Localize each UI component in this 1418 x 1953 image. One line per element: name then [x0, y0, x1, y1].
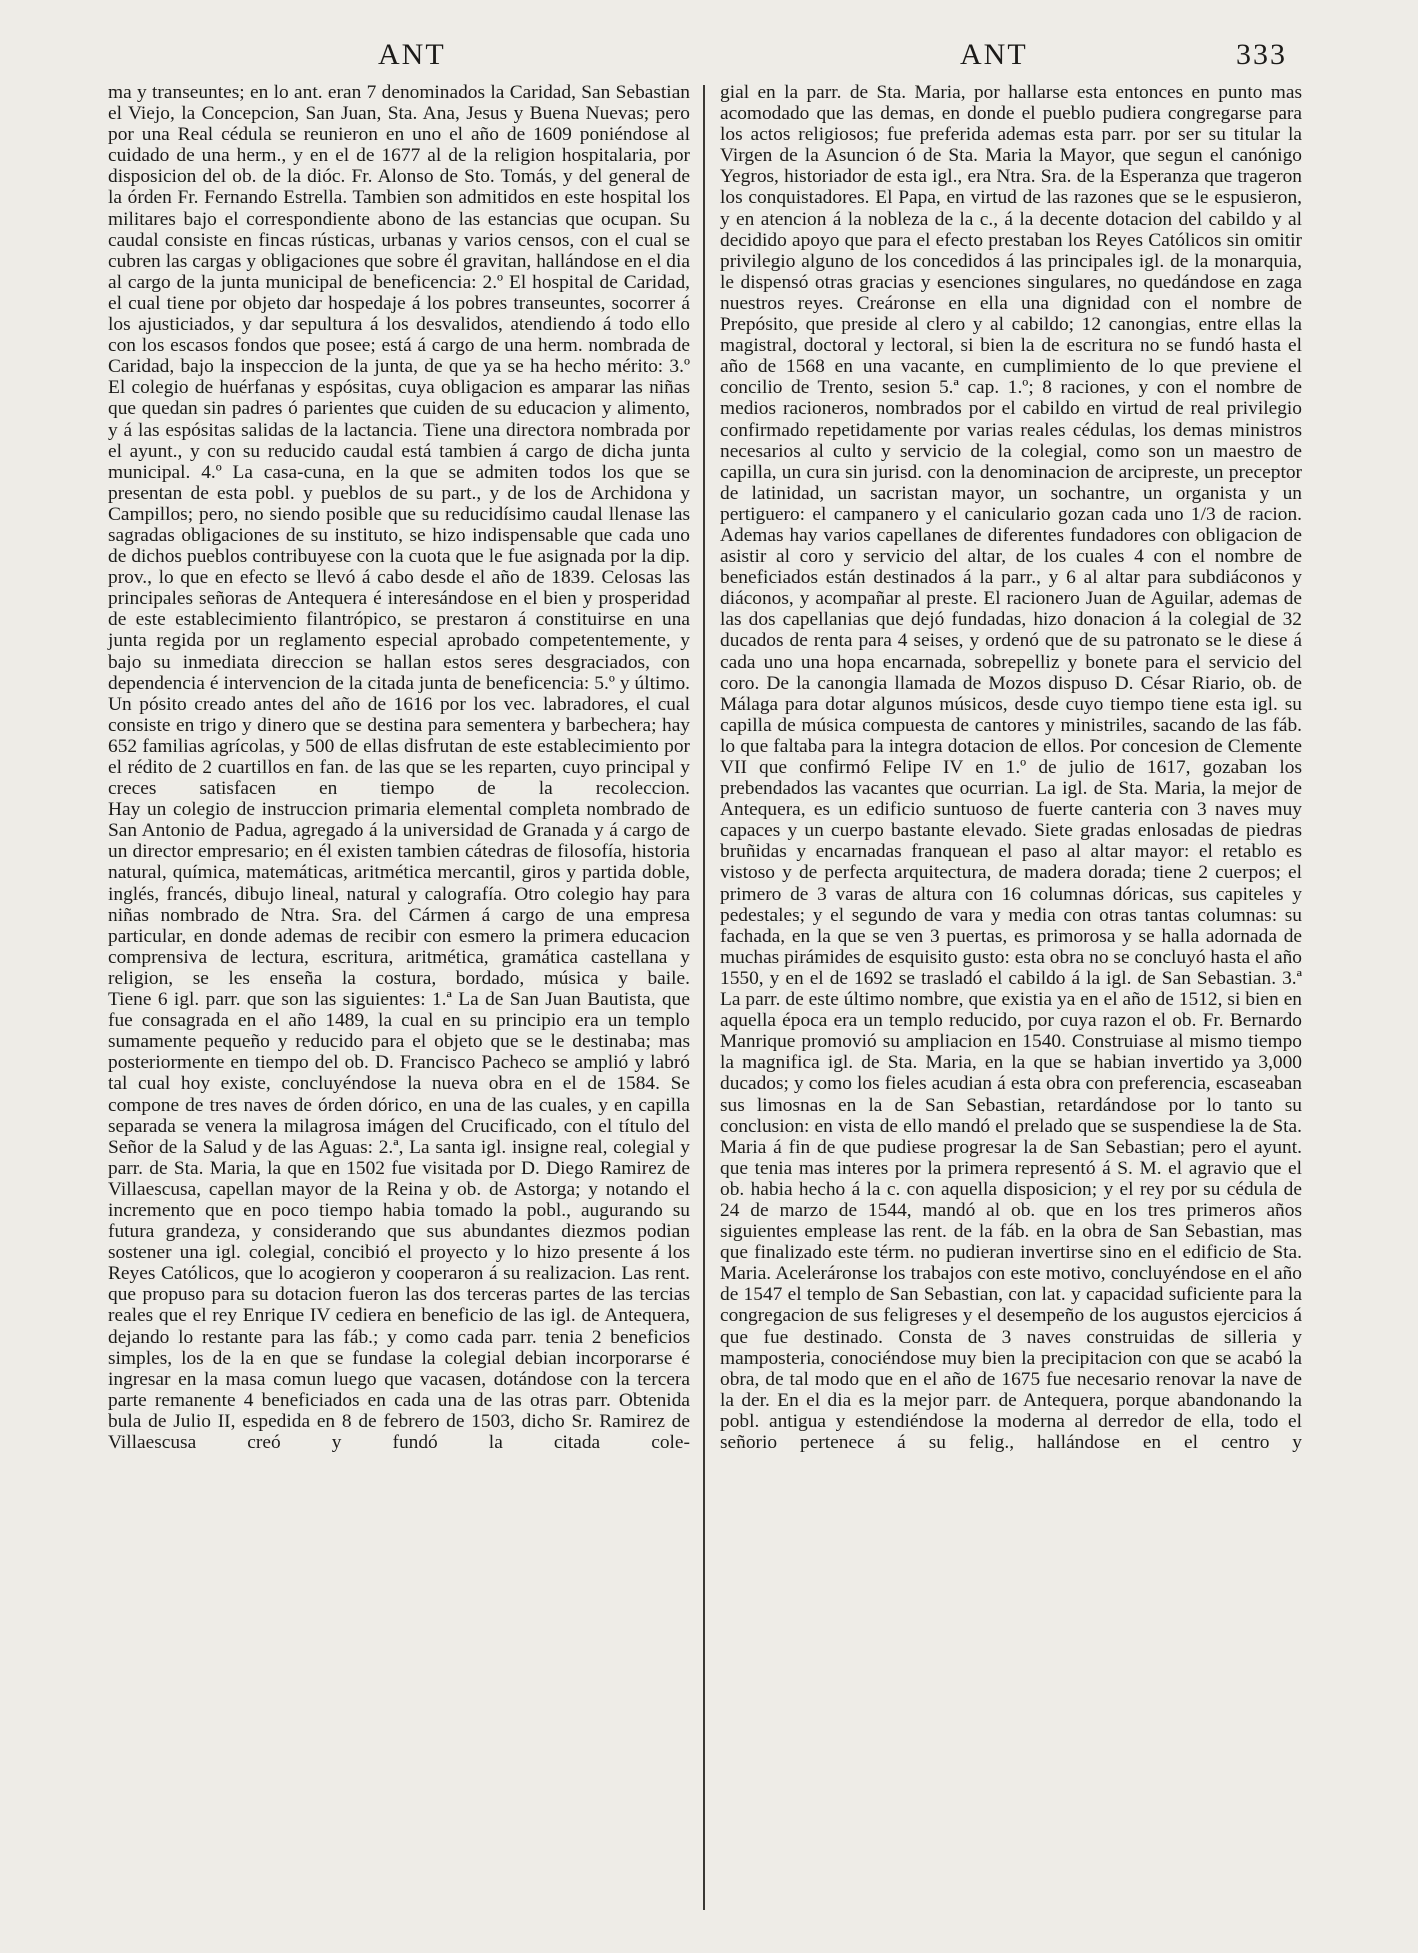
right-paragraph-colegial: gial en la parr. de Sta. Maria, por hallarse esta entonces en punto mas acomodado que las demas, en donde el pueblo pudiera congregarse para los actos religiosos; fue preferida ademas esta parr. por ser su titular la Virgen de la Asuncion ó de Sta. Maria la Mayor, que segun el canónigo Yegros, historiador de esta igl., era Ntra. Sra. de la Esperanza que trageron los conquistadores. El Papa, en virtud de las razones que se le espusieron, y en atencion á la nobleza de la c., á la decente dotacion del cabildo y al decidido apoyo que para el efecto prestaban los Reyes Católicos sin omitir privilegio alguno de los concedidos á las principales igl. de la monarquia, le dispensó otras gracias y esenciones singulares, no quedándose en zaga nuestros reyes. Creáronse en ella una dignidad con el nombre de Prepósito, que preside al clero y al cabildo; 12 canongias, entre ellas la magistral, doctoral y lectoral, si bien la de escritura no se fundó hasta el año de 1568 en una vacante, en cumplimiento de lo que previene el concilio de Trento, sesion 5.ª cap. 1.º; 8 raciones, y con el nombre de medios racioneros, nombrados por el cabildo en virtud de real privilegio confirmado repetidamente por varias reales cédulas, los demas ministros necesarios al culto y servicio de la colegial, como son un maestro de capilla, un cura sin jurisd. con la denominacion de arcipreste, un preceptor de latinidad, un sacristan mayor, un sochantre, un organista y un pertiguero: el campanero y el caniculario gozan cada uno 1/3 de racion. Ademas hay varios capellanes de diferentes fundadores con obligacion de asistir al coro y servicio del altar, de los cuales 4 con el nombre de beneficiados están destinados á la parr., y 6 al altar para subdiáconos y diáconos, y acompañar al preste. El racionero Juan de Aguilar, ademas de las dos capellanias que dejó fundadas, hizo donacion á la colegial de 32 ducados de renta para 4 seises, y ordenó que de su patronato se le diese á cada uno una hopa encarnada, sobrepelliz y bonete para el servicio del coro. De la canongia llamada de Mozos dispuso D. César Riario, ob. de Málaga para dotar algunos músicos, desde cuyo tiempo tiene esta igl. su capilla de música compuesta de cantores y ministriles, sacando de las fáb. lo que faltaba para la integra dotacion de ellos. Por concesion de Clemente VII que confirmó Felipe IV en 1.º de julio de 1617, gozaban los prebendados las vacantes que ocurrian. La igl. de Sta. Maria, la mejor de Antequera, es un edificio suntuoso de fuerte canteria con 3 naves muy capaces y un cuerpo bastante elevado. Siete gradas enlosadas de piedras bruñidas y encarnadas franquean el paso al altar mayor: el retablo es vistoso y de perfecta arquitectura, de madera dorada; tiene 2 cuerpos; el primero de 3 varas de altura con 16 columnas dóricas, sus capiteles y pedestales; y el segundo de vara y media con otras tantas columnas: su fachada, en la que se ven 3 puertas, es primorosa y se halla adornada de muchas pirámides de esquisito gusto: esta obra no se concluyó hasta el año 1550, y en el de 1692 se trasladó el cabildo á la igl. de San Sebastian. 3.ª La parr. de este último nombre, que existia ya en el año de 1512, si bien en aquella época era un templo reducido, por cuya razon el ob. Fr. Bernardo Manrique promovió su ampliacion en 1540. Construiase al mismo tiempo la magnifica igl. de Sta. Maria, en la que se habian invertido ya 3,000 ducados; y como los fieles acudian á esta obra con preferencia, escaseaban sus limosnas en la de San Sebastian, retardándose por lo tanto su conclusion: en vista de ello mandó el prelado que se suspendiese la de Sta. Maria á fin de que pudiese progresar la de San Sebastian; pero el ayunt. que tenia mas interes por la primera representó á S. M. el agravio que el ob. habia hecho á la c. con aquella disposicion; y el rey por su cédula de 24 de marzo de 1544, mandó al ob. que en los tres primeros años siguientes emplease las rent. de la fáb. en la obra de San Sebastian, mas que finalizado este térm. no pudieran invertirse sino en el edificio de Sta. Maria. Aceleráronse los trabajos con este motivo, concluyéndose en el año de 1547 el templo de San Sebastian, con lat. y capacidad suficiente para la congregacion de sus feligreses y el desempeño de los augustos ejercicios á que fue destinado. Consta de 3 naves construidas de silleria y mamposteria, conociéndose muy bien la precipitacion con que se acabó la obra, de tal modo que en el año de 1675 fue necesario renovar la nave de la der. En el dia es la mejor parr. de Antequera, porque abandonando la pobl. antigua y estendiéndose la moderna al derredor de ella, todo el señorio pertenece á su felig., hallándose en el centro y — [720, 82, 1302, 1453]
column-divider — [703, 85, 705, 1910]
left-paragraph-hospitals: ma y transeuntes; en lo ant. eran 7 denominados la Caridad, San Sebastian el Viejo, la Concepcion, San Juan, Sta. Ana, Jesus y Buena Nuevas; pero por una Real cédula se reunieron en uno el año de 1609 poniéndose al cuidado de una herm., y en el de 1677 al de la religion hospitalaria, por disposicion del ob. de la dióc. Fr. Alonso de Sto. Tomás, y del general de la órden Fr. Fernando Estrella. Tambien son admitidos en este hospital los militares bajo el correspondiente abono de las estancias que ocupan. Su caudal consiste en fincas rústicas, urbanas y varios censos, con el cual se cubren las cargas y obligaciones que sobre él gravitan, hallándose en el dia al cargo de la junta municipal de beneficencia: 2.º El hospital de Caridad, el cual tiene por objeto dar hospedaje á los pobres transeuntes, socorrer á los ajusticiados, y dar sepultura á los desvalidos, atendiendo á todo ello con los escasos fondos que posee; está á cargo de una herm. nombrada de Caridad, bajo la inspeccion de la junta, de que ya se ha hecho mérito: 3.º El colegio de huérfanas y espósitas, cuya obligacion es amparar las niñas que quedan sin padres ó parientes que cuiden de su educacion y alimento, y á las espósitas salidas de la lactancia. Tiene una directora nombrada por el ayunt., y con su reducido caudal está tambien á cargo de dicha junta municipal. 4.º La casa-cuna, en la que se admiten todos los que se presentan de esta pobl. y pueblos de su part., y de los de Archidona y Campillos; pero, no siendo posible que su reducidísimo caudal llenase las sagradas obligaciones de su instituto, se hizo indispensable que cada uno de dichos pueblos contribuyese con la cuota que le fue asignada por la dip. prov., lo que en efecto se llevó á cabo desde el año de 1839. Celosas las principales señoras de Antequera é interesándose en el bien y prosperidad de este establecimiento filantrópico, se prestaron á constituirse en una junta regida por un reglamento especial aprobado competentemente, y bajo su inmediata direccion se hallan estos seres desgraciados, con dependencia é intervencion de la citada junta de beneficencia: 5.º y último. Un pósito creado antes del año de 1616 por los vec. labradores, el cual consiste en trigo y dinero que se destina para sementera y barbechera; hay 652 familias agrícolas, y 500 de ellas disfrutan de este establecimiento por el rédito de 2 cuartillos en fan. de las que se les reparten, cuyo principal y creces satisfacen en tiempo de la recoleccion. — [108, 82, 690, 800]
right-column — [720, 82, 1302, 1453]
page-number: 333 — [1236, 38, 1287, 71]
running-header-left: ANT — [378, 38, 446, 71]
left-paragraph-schools: Hay un colegio de instruccion primaria elemental completa nombrado de San Antonio de Padua, agregado á la universidad de Granada y á cargo de un director empresario; en él existen tambien cátedras de filosofía, historia natural, química, matemáticas, aritmética mercantil, giros y partida doble, inglés, francés, dibujo lineal, natural y calografía. Otro colegio hay para niñas nombrado de Ntra. Sra. del Cármen á cargo de una empresa particular, en donde ademas de recibir con esmero la primera educacion comprensiva de lectura, escritura, aritmética, gramática castellana y religion, se les enseña la costura, bordado, música y baile. — [108, 799, 690, 989]
left-paragraph-parishes: Tiene 6 igl. parr. que son las siguientes: 1.ª La de San Juan Bautista, que fue consagrada en el año 1489, la cual en su principio era un templo sumamente pequeño y reducido para el objeto que se le destinaba; mas posteriormente en tiempo del ob. D. Francisco Pacheco se amplió y labró tal cual hoy existe, concluyéndose la nueva obra en el de 1584. Se compone de tres naves de órden dórico, en una de las cuales, y en capilla separada se venera la milagrosa imágen del Crucificado, con el título del Señor de la Salud y de las Aguas: 2.ª, La santa igl. insigne real, colegial y parr. de Sta. Maria, la que en 1502 fue visitada por D. Diego Ramirez de Villaescusa, capellan mayor de la Reina y ob. de Astorga; y notando el incremento que en poco tiempo habia tomado la pobl., augurando su futura grandeza, y considerando que sus abundantes diezmos podian sostener una igl. colegial, concibió el proyecto y lo hizo presente á los Reyes Católicos, que lo acogieron y cooperaron á su realizacion. Las rent. que propuso para su dotacion fueron las dos terceras partes de las tercias reales que el rey Enrique IV cediera en beneficio de las igl. de Antequera, dejando lo restante para las fáb.; y como cada parr. tenia 2 beneficios simples, los de la en que se fundase la colegial debian incorporarse é ingresar en la masa comun luego que vacasen, dotándose con la tercera parte remanente 4 beneficiados en cada una de las otras parr. Obtenida bula de Julio II, espedida en 8 de febrero de 1503, dicho Sr. Ramirez de Villaescusa creó y fundó la citada cole- — [108, 989, 690, 1453]
left-column — [108, 82, 690, 1453]
running-header-right: ANT — [960, 38, 1028, 71]
